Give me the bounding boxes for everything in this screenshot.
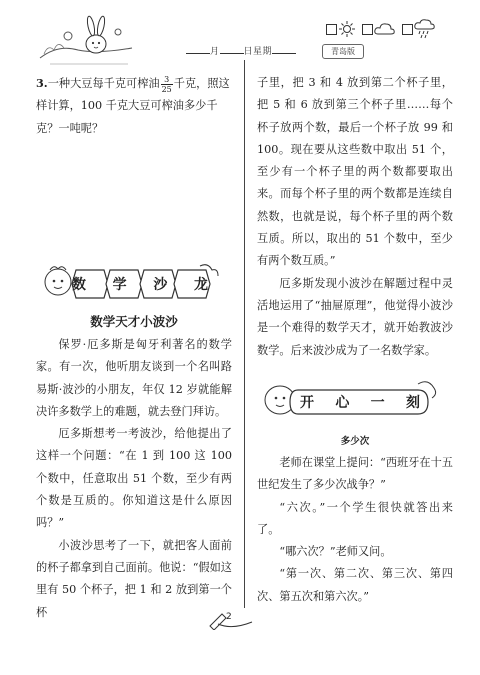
page-number: 2 xyxy=(226,612,232,622)
fraction xyxy=(161,75,173,94)
fraction-numerator: 3 xyxy=(161,75,173,85)
banner-char: 龙 xyxy=(193,277,208,293)
day-label: 日星期 xyxy=(243,47,273,57)
joke-paragraph: “第一次、第二次、第三次、第四次、第五次和第六次。” xyxy=(257,567,453,603)
month-label: 月 xyxy=(210,47,220,57)
month-blank[interactable] xyxy=(186,44,210,54)
bunny-illustration xyxy=(38,14,134,66)
question-text-after: 千克，照这样计算，100 千克大豆可榨油多少千克？一吨呢？ xyxy=(36,77,230,135)
banner-char: 数 xyxy=(72,277,86,293)
weekday-blank[interactable] xyxy=(272,44,296,54)
question-text-before: 一种大豆每千克可榨油 xyxy=(47,77,160,90)
weather-checkbox[interactable] xyxy=(362,24,373,35)
question-3 xyxy=(36,72,232,140)
article-left-column xyxy=(36,334,232,624)
article-paragraph: 子里，把 3 和 4 放到第二个杯子里，把 5 和 6 放到第三个杯子里……每个杯子放两个数，最后一个杯子放 99 和 100。现在要从这些数中取出 51 个，至少有一个杯子里的两个数都要取出来。而每个杯子里的两个数都是连续自然数，也就是说，每个杯子里的两个数互质。所以，取出的 51 个数中，至少有两个数互质。” xyxy=(257,76,453,268)
banner-char: 学 xyxy=(112,277,127,293)
weather-checkbox[interactable] xyxy=(402,24,413,35)
fun-moment-banner-text xyxy=(300,392,420,412)
question-number: 3. xyxy=(36,76,48,90)
article-paragraph: 小波沙思考了一下，就把客人面前的杯子都拿到自己面前。他说：“假如这里有 50 个杯子，把 1 和 2 放到第一个杯 xyxy=(36,538,232,619)
article-paragraph: 厄多斯发现小波沙在解题过程中灵活地运用了“抽屉原理”，他觉得小波沙是一个难得的数学天才，就开始教波沙数学。后来波沙成为了一名数学家。 xyxy=(257,276,453,357)
banner-char: 沙 xyxy=(153,277,168,293)
weather-checkbox[interactable] xyxy=(326,24,337,35)
joke-paragraph: “哪六次？”老师又问。 xyxy=(279,545,392,559)
joke-paragraph: “六次。”一个学生很快就答出来了。 xyxy=(257,500,453,536)
article-paragraph: 厄多斯想考一考波沙，给他提出了这样一个问题：“在 1 到 100 这 100 个数中，任意取出 51 个数，至少有两个数是互质的。你知道这是什么原因吗？” xyxy=(36,427,232,530)
article-title: 数学天才小波沙 xyxy=(90,314,178,329)
edition-badge: 青岛版 xyxy=(322,44,364,59)
cloud-icon xyxy=(374,22,396,36)
joke-column xyxy=(257,452,453,608)
date-line xyxy=(186,44,296,57)
article-right-column xyxy=(257,72,453,362)
math-salon-banner-text xyxy=(72,274,208,294)
banner-char: 心 xyxy=(335,395,350,411)
fraction-denominator: 25 xyxy=(161,84,172,94)
column-divider xyxy=(244,60,245,608)
rain-icon xyxy=(414,19,436,39)
day-blank[interactable] xyxy=(220,44,244,54)
article-paragraph: 保罗·厄多斯是匈牙利著名的数学家。有一次，他听朋友谈到一个名叫路易斯·波沙的小朋友，年仅 12 岁就能解决许多数学上的难题，就去登门拜访。 xyxy=(36,338,232,418)
banner-char: 开 xyxy=(300,395,314,411)
sun-icon xyxy=(338,20,356,38)
joke-title: 多少次 xyxy=(340,436,370,447)
banner-char: 一 xyxy=(370,395,385,411)
banner-char: 刻 xyxy=(405,395,420,411)
joke-paragraph: 老师在课堂上提问：“西班牙在十五世纪发生了多少次战争？” xyxy=(257,456,453,492)
